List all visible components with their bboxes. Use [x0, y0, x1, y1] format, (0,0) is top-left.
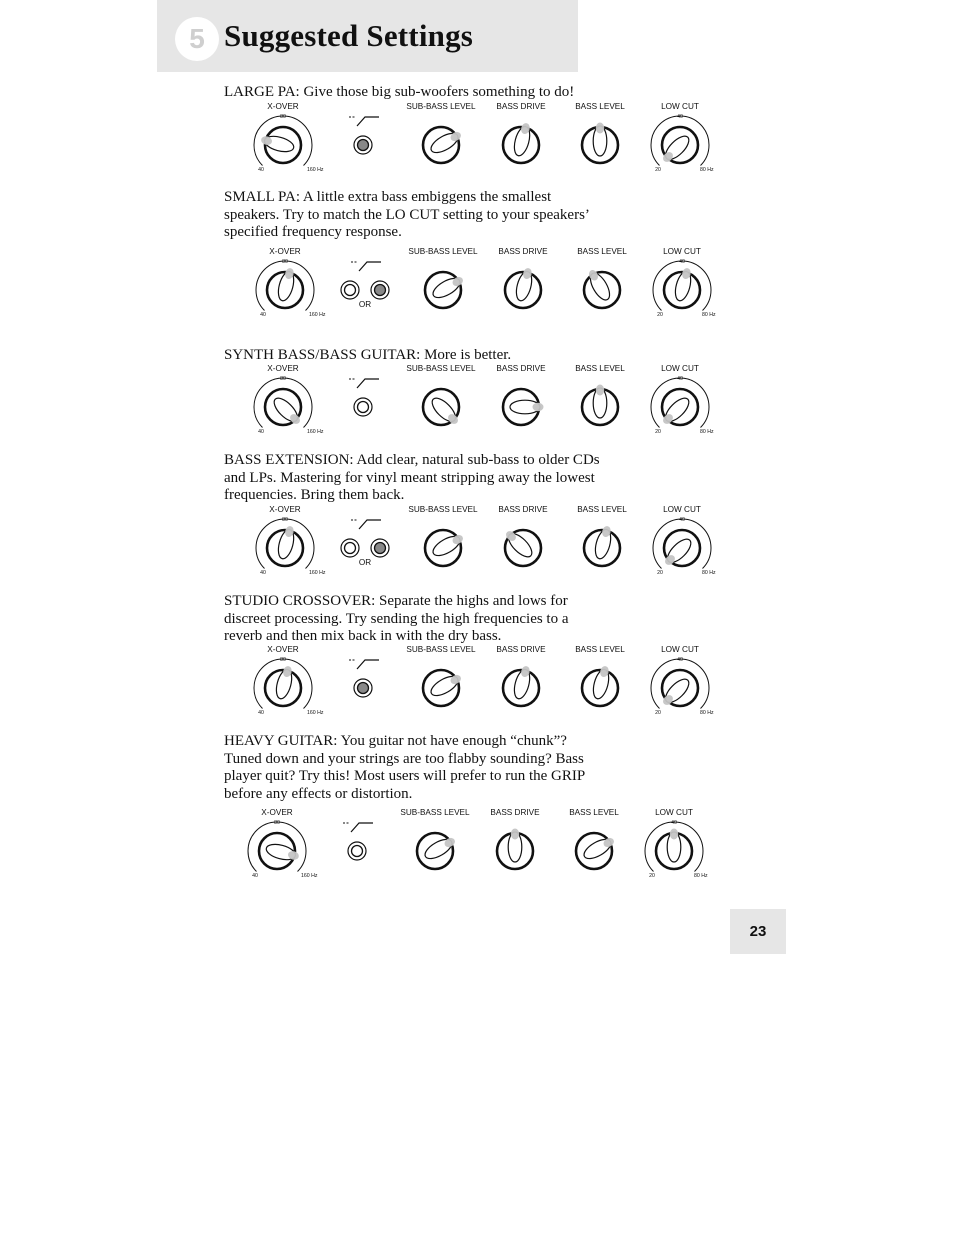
xover-scale-mid: 80 [282, 259, 288, 265]
knob-panel-heavy-guitar [240, 806, 720, 881]
bass-level-label: BASS LEVEL [575, 364, 625, 373]
xover-knob [267, 525, 303, 566]
low-cut-scale-min: 20 [657, 570, 663, 576]
low-cut-knob [659, 389, 698, 428]
sub-bass-level-knob [425, 530, 466, 566]
knob-panel-synth-bass [246, 362, 726, 437]
section-description: SMALL PA: A little extra bass embiggens the smallest speakers. Try to match the LO CUT setting to your speakers’ specified frequency response. [224, 189, 589, 241]
switch-control [349, 117, 379, 154]
knob-panel-small-pa [248, 245, 728, 320]
low-cut-scale-min: 20 [655, 167, 661, 173]
xover-scale-min: 40 [252, 873, 258, 879]
sub-bass-level-knob [417, 833, 458, 869]
xover-knob [267, 267, 303, 308]
xover-knob [265, 389, 304, 428]
chapter-number-badge: 5 [175, 17, 219, 61]
xover-scale-mid: 80 [280, 657, 286, 663]
low-cut-knob [661, 530, 700, 569]
bass-drive-knob [503, 122, 539, 163]
switch-control [343, 823, 373, 860]
settings-diagram [248, 245, 728, 320]
bass-drive-label: BASS DRIVE [496, 102, 546, 111]
page-title: Suggested Settings [224, 18, 474, 53]
low-cut-scale-mid: 40 [679, 517, 685, 523]
knob-panel-studio-crossover [246, 643, 726, 718]
switch-control [349, 379, 379, 416]
settings-diagram [240, 806, 720, 881]
low-cut-knob [664, 267, 700, 308]
xover-scale-min: 40 [258, 710, 264, 716]
bass-drive-knob [502, 527, 541, 566]
page-number: 23 [730, 909, 786, 954]
xover-scale-mid: 80 [282, 517, 288, 523]
bass-level-label: BASS LEVEL [577, 247, 627, 256]
bass-level-knob [582, 385, 618, 426]
xover-scale-max: 160 Hz [309, 570, 326, 576]
section-description: HEAVY GUITAR: You guitar not have enough “chunk”? Tuned down and your strings are too flabby sounding? Bass player quit? Try this! Most users will prefer to run the GRIP before any effects or distortion. [224, 733, 585, 802]
bass-level-label: BASS LEVEL [569, 808, 619, 817]
switch-control [341, 262, 389, 309]
bass-drive-knob [497, 829, 533, 870]
knob-panel-large-pa [246, 100, 726, 175]
low-cut-scale-mid: 40 [677, 114, 683, 120]
xover-label: X-OVER [269, 505, 301, 514]
section-description: SYNTH BASS/BASS GUITAR: More is better. [224, 347, 512, 363]
sub-bass-level-label: SUB-BASS LEVEL [408, 247, 478, 256]
xover-scale-max: 160 Hz [301, 873, 318, 879]
xover-scale-max: 160 Hz [307, 429, 324, 435]
bass-level-label: BASS LEVEL [575, 645, 625, 654]
low-cut-scale-mid: 40 [671, 820, 677, 826]
xover-scale-max: 160 Hz [307, 710, 324, 716]
low-cut-scale-max: 80 Hz [694, 873, 708, 879]
knob-panel-bass-extension [248, 503, 728, 578]
xover-knob [265, 665, 301, 706]
sub-bass-level-label: SUB-BASS LEVEL [406, 102, 476, 111]
xover-label: X-OVER [261, 808, 293, 817]
low-cut-label: LOW CUT [655, 808, 693, 817]
sub-bass-level-knob [423, 127, 464, 163]
xover-scale-max: 160 Hz [307, 167, 324, 173]
settings-diagram [246, 100, 726, 175]
bass-drive-label: BASS DRIVE [496, 645, 546, 654]
settings-diagram [246, 643, 726, 718]
low-cut-knob [656, 829, 692, 870]
sub-bass-level-knob [423, 389, 462, 428]
low-cut-scale-max: 80 Hz [700, 167, 714, 173]
xover-scale-mid: 80 [274, 820, 280, 826]
low-cut-scale-min: 20 [649, 873, 655, 879]
section-description: LARGE PA: Give those big sub-woofers something to do! [224, 84, 575, 100]
bass-drive-label: BASS DRIVE [490, 808, 540, 817]
xover-knob [260, 127, 301, 163]
low-cut-label: LOW CUT [661, 102, 699, 111]
or-label: OR [358, 558, 372, 567]
sub-bass-level-knob [425, 272, 466, 308]
bass-level-knob [582, 665, 618, 706]
low-cut-scale-min: 20 [657, 312, 663, 318]
low-cut-knob [659, 670, 698, 709]
bass-level-knob [576, 833, 617, 869]
xover-scale-min: 40 [258, 167, 264, 173]
xover-knob [259, 833, 300, 869]
low-cut-scale-min: 20 [655, 429, 661, 435]
xover-scale-min: 40 [260, 570, 266, 576]
bass-drive-label: BASS DRIVE [496, 364, 546, 373]
low-cut-scale-min: 20 [655, 710, 661, 716]
low-cut-label: LOW CUT [663, 505, 701, 514]
or-label: OR [358, 300, 372, 309]
bass-level-label: BASS LEVEL [577, 505, 627, 514]
bass-level-knob [584, 525, 620, 566]
sub-bass-level-label: SUB-BASS LEVEL [400, 808, 470, 817]
section-description: STUDIO CROSSOVER: Separate the highs and lows for discreet processing. Try sending the high frequencies to a reverb and then mix back in with the dry bass. [224, 593, 569, 645]
low-cut-label: LOW CUT [663, 247, 701, 256]
bass-drive-knob [503, 389, 544, 425]
low-cut-scale-max: 80 Hz [700, 429, 714, 435]
section-description: BASS EXTENSION: Add clear, natural sub-bass to older CDs and LPs. Mastering for vinyl meant stripping away the lowest frequencies. Bring them back. [224, 452, 600, 504]
xover-label: X-OVER [267, 102, 299, 111]
xover-label: X-OVER [267, 645, 299, 654]
switch-control [349, 660, 379, 697]
low-cut-scale-max: 80 Hz [702, 570, 716, 576]
low-cut-scale-max: 80 Hz [702, 312, 716, 318]
low-cut-scale-mid: 40 [679, 259, 685, 265]
settings-diagram [246, 362, 726, 437]
sub-bass-level-label: SUB-BASS LEVEL [406, 364, 476, 373]
settings-diagram [248, 503, 728, 578]
low-cut-label: LOW CUT [661, 364, 699, 373]
xover-scale-min: 40 [258, 429, 264, 435]
bass-drive-label: BASS DRIVE [498, 247, 548, 256]
xover-scale-min: 40 [260, 312, 266, 318]
sub-bass-level-label: SUB-BASS LEVEL [406, 645, 476, 654]
bass-level-label: BASS LEVEL [575, 102, 625, 111]
bass-level-knob [582, 123, 618, 164]
bass-drive-label: BASS DRIVE [498, 505, 548, 514]
sub-bass-level-knob [423, 670, 464, 706]
xover-label: X-OVER [267, 364, 299, 373]
bass-drive-knob [503, 665, 539, 706]
sub-bass-level-label: SUB-BASS LEVEL [408, 505, 478, 514]
low-cut-scale-mid: 40 [677, 376, 683, 382]
switch-control [341, 520, 389, 567]
low-cut-scale-max: 80 Hz [700, 710, 714, 716]
bass-level-knob [584, 267, 620, 308]
xover-scale-mid: 80 [280, 114, 286, 120]
xover-scale-mid: 80 [280, 376, 286, 382]
low-cut-knob [659, 127, 698, 166]
low-cut-label: LOW CUT [661, 645, 699, 654]
xover-scale-max: 160 Hz [309, 312, 326, 318]
bass-drive-knob [505, 267, 541, 308]
low-cut-scale-mid: 40 [677, 657, 683, 663]
xover-label: X-OVER [269, 247, 301, 256]
